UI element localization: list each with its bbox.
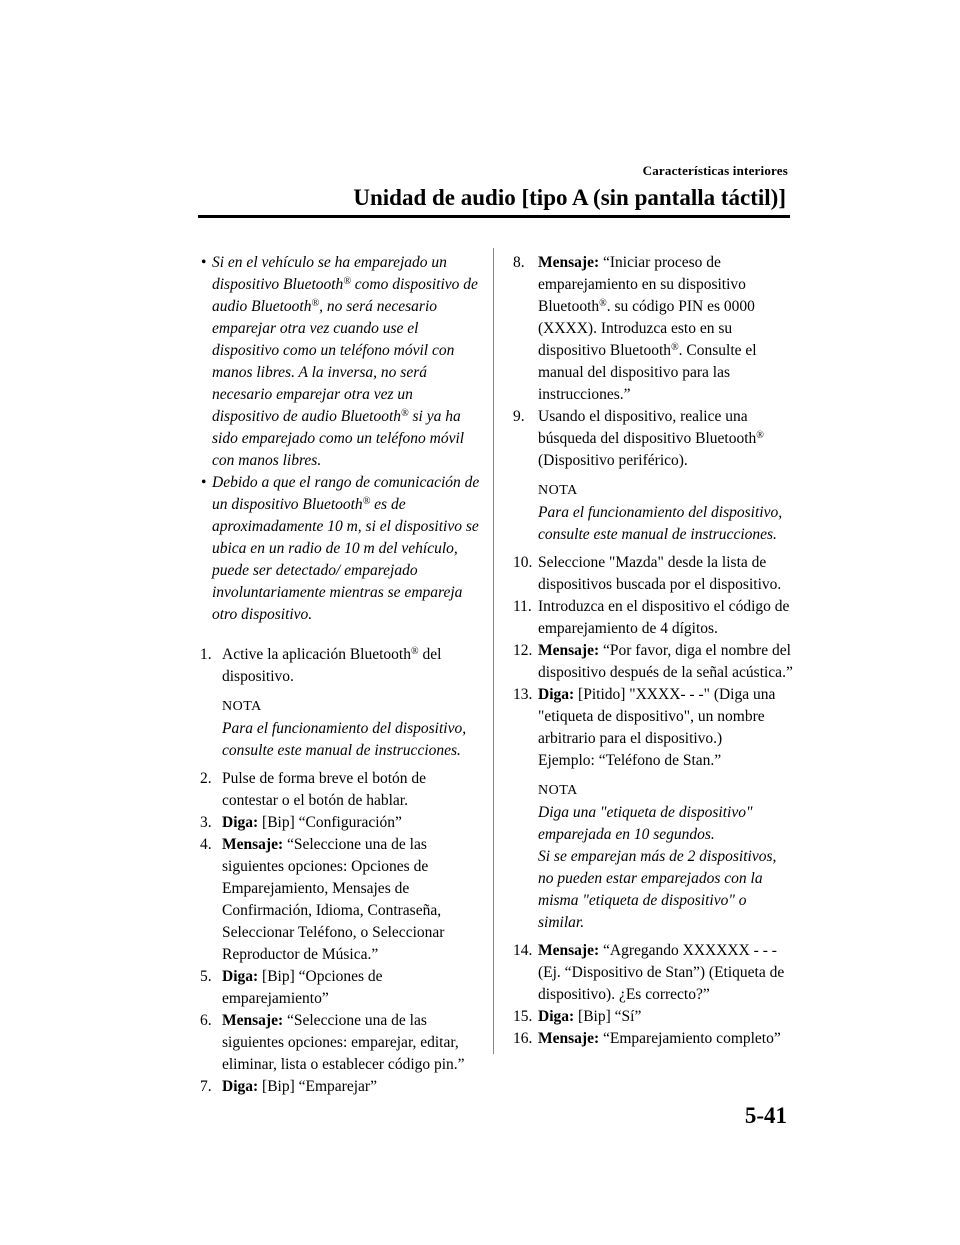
step-item: 9. Usando el dispositivo, realice una búsqueda del dispositivo Bluetooth® (Dispositivo periférico). xyxy=(513,408,764,469)
nota-title: NOTA xyxy=(538,783,578,798)
nota-box xyxy=(513,480,793,546)
bullet-dot: • xyxy=(201,254,207,271)
step-item: 2. Pulse de forma breve el botón de contestar o el botón de hablar. xyxy=(200,770,427,809)
step-item: 6. Mensaje: “Seleccione una de las siguientes opciones: emparejar, editar, eliminar, lista o establecer código pin.” xyxy=(200,1012,465,1073)
column-divider xyxy=(493,248,494,1054)
step-item: 3. Diga: [Bip] “Configuración” xyxy=(200,814,402,831)
step-item: 7. Diga: [Bip] “Emparejar” xyxy=(200,1078,377,1095)
step-item: 1. Active la aplicación Bluetooth® del dispositivo. xyxy=(200,646,442,685)
nota-box xyxy=(513,780,793,934)
right-column xyxy=(513,252,793,1050)
nota-text: Diga una "etiqueta de dispositivo" emparejada en 10 segundos. xyxy=(538,804,753,843)
nota-title: NOTA xyxy=(222,699,262,714)
page-number: 5-41 xyxy=(744,1103,787,1128)
step-item: 5. Diga: [Bip] “Opciones de emparejamiento” xyxy=(200,968,383,1007)
page-title: Unidad de audio [tipo A (sin pantalla táctil)] xyxy=(353,185,786,210)
nota-text: Para el funcionamiento del dispositivo, consulte este manual de instrucciones. xyxy=(222,720,467,759)
step-item: 14. Mensaje: “Agregando XXXXXX - - - (Ej. “Dispositivo de Stan”) (Etiqueta de dispositivo). ¿Es correcto?” xyxy=(513,942,785,1003)
step-item: 12. Mensaje: “Por favor, diga el nombre del dispositivo después de la señal acústica.” xyxy=(513,642,793,681)
nota-text: Para el funcionamiento del dispositivo, consulte este manual de instrucciones. xyxy=(538,504,783,543)
bullet-dot: • xyxy=(201,474,207,491)
step-item: 15. Diga: [Bip] “Sí” xyxy=(513,1008,642,1025)
step-item: 16. Mensaje: “Emparejamiento completo” xyxy=(513,1030,781,1047)
step-example: Ejemplo: “Teléfono de Stan.” xyxy=(538,752,722,769)
step-item: 10. Seleccione "Mazda" desde la lista de dispositivos buscada por el dispositivo. xyxy=(513,554,782,593)
note-bullet: • Debido a que el rango de comunicación de un dispositivo Bluetooth® es de aproximadamente 10 m, si el dispositivo se ubica en un radio de 10 m del vehículo, puede ser detectado/ emparejado involuntariamente mientras se empareja otro dispositivo. xyxy=(201,474,480,623)
step-item: 8. Mensaje: “Iniciar proceso de emparejamiento en su dispositivo Bluetooth®. su código PIN es 0000 (XXXX). Introduzca esto en su dispositivo Bluetooth®. Consulte el manual del dispositivo para las instrucciones.” xyxy=(513,254,757,403)
section-label: Características interiores xyxy=(642,163,788,178)
left-column xyxy=(200,252,480,1098)
step-item: 4. Mensaje: “Seleccione una de las siguientes opciones: Opciones de Emparejamiento, Mensajes de Confirmación, Idioma, Contraseña, Seleccionar Teléfono, o Seleccionar Reproductor de Música.” xyxy=(200,836,445,963)
nota-box xyxy=(200,696,480,762)
header-rule xyxy=(198,215,790,218)
nota-title: NOTA xyxy=(538,483,578,498)
nota-text: Si se emparejan más de 2 dispositivos, no pueden estar emparejados con la misma "etiqueta de dispositivo" o similar. xyxy=(538,848,777,931)
note-bullet: • Si en el vehículo se ha emparejado un dispositivo Bluetooth® como dispositivo de audio Bluetooth®, no será necesario emparejar otra vez cuando use el dispositivo como un teléfono móvil con manos libres. A la inversa, no será necesario emparejar otra vez un dispositivo de audio Bluetooth® si ya ha sido emparejado como un teléfono móvil con manos libres. xyxy=(201,254,478,469)
step-item: 11. Introduzca en el dispositivo el código de emparejamiento de 4 dígitos. xyxy=(513,598,790,637)
step-item: 13. Diga: [Pitido] "XXXX- - -" (Diga una "etiqueta de dispositivo", un nombre arbitrario para el dispositivo.) Ejemplo: “Teléfono de Stan.” xyxy=(513,684,793,772)
